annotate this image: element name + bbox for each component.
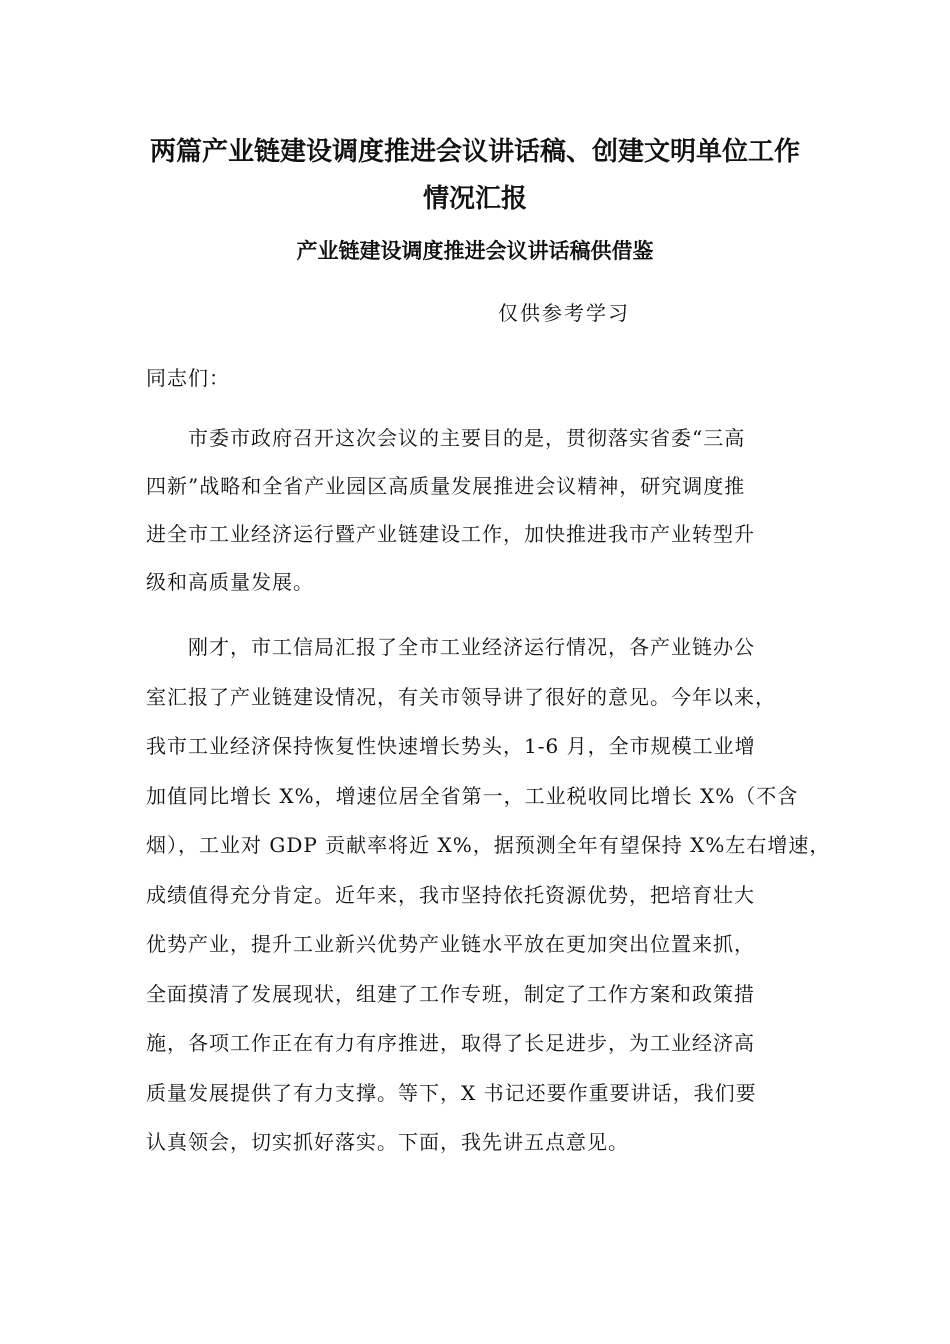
paragraph-line: 加值同比增长 X%，增速位居全省第一，工业税收同比增长 X%（不含 [146,784,799,808]
document-title-line-2: 情况汇报 [422,184,527,214]
paragraph-line: 级和高质量发展。 [146,570,314,594]
paragraph-line: 成绩值得充分肯定。近年来，我市坚持依托资源优势，把培育壮大 [146,883,755,907]
paragraph-line: 烟），工业对 GDP 贡献率将近 X%，据预测全年有望保持 X%左右增速， [146,833,831,857]
paragraph-line: 市委市政府召开这次会议的主要目的是，贯彻落实省委“三高 [188,426,746,450]
paragraph-line: 质量发展提供了有力支撑。等下，X 书记还要作重要讲话，我们要 [146,1081,757,1105]
paragraph-line: 进全市工业经济运行暨产业链建设工作，加快推进我市产业转型升 [146,522,755,546]
paragraph-line: 四新”战略和全省产业园区高质量发展推进会议精神，研究调度推 [146,474,746,498]
document-subtitle: 产业链建设调度推进会议讲话稿供借鉴 [296,239,654,263]
paragraph-line: 全面摸清了发展现状，组建了工作专班，制定了工作方案和政策措 [146,982,755,1006]
document-title-line-1: 两篇产业链建设调度推进会议讲话稿、创建文明单位工作 [149,137,800,167]
paragraph-line: 优势产业，提升工业新兴优势产业链水平放在更加突出位置来抓， [146,932,755,956]
paragraph-line: 室汇报了产业链建设情况，有关市领导讲了很好的意见。今年以来， [146,685,776,709]
paragraph-line: 我市工业经济保持恢复性快速增长势头，1-6 月，全市规模工业增 [146,734,756,758]
paragraph-line: 刚才，市工信局汇报了全市工业经济运行情况，各产业链办公 [188,635,755,659]
reference-note: 仅供参考学习 [498,301,630,325]
salutation: 同志们： [146,366,230,390]
paragraph-line: 认真领会，切实抓好落实。下面，我先讲五点意见。 [146,1130,629,1154]
paragraph-line: 施，各项工作正在有力有序推进，取得了长足进步，为工业经济高 [146,1031,755,1055]
